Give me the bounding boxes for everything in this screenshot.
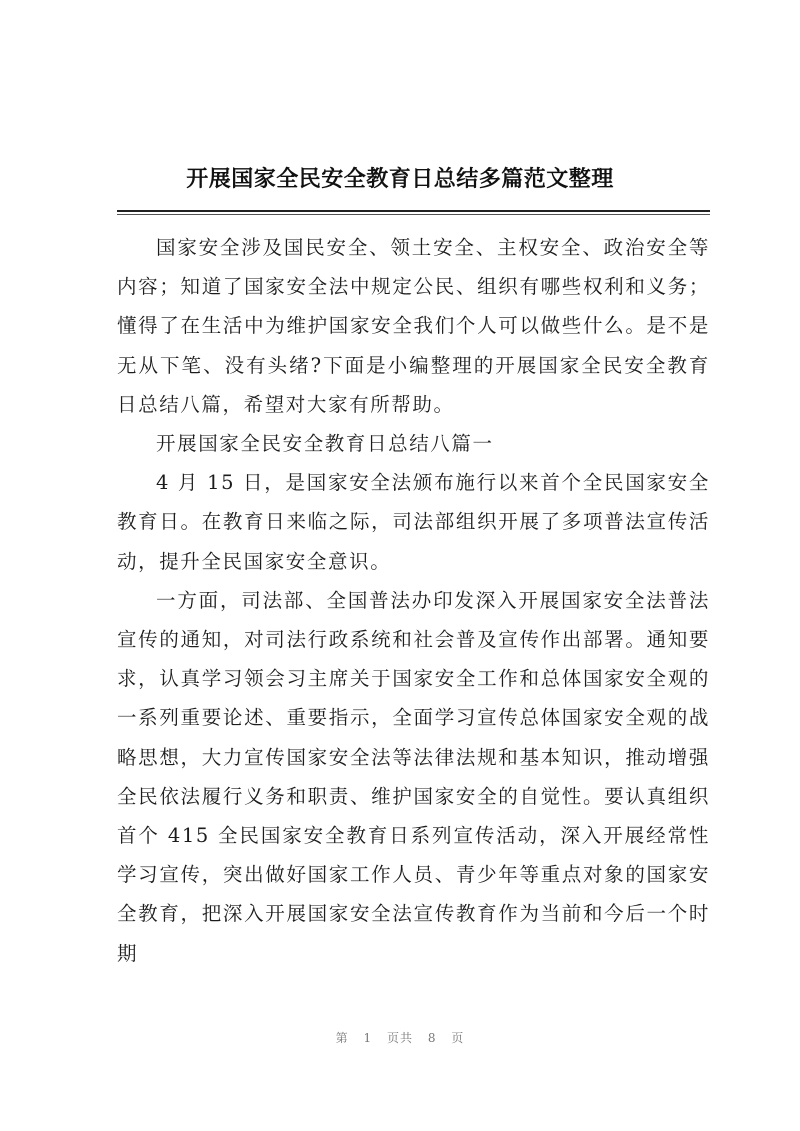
footer-prefix: 第 — [335, 1031, 349, 1045]
page-footer — [0, 1030, 800, 1046]
section-heading: 开展国家全民安全教育日总结八篇一 — [156, 432, 494, 456]
page-title: 开展国家全民安全教育日总结多篇范文整理 — [186, 167, 614, 192]
body-paragraph: 4 月 15 日，是国家安全法颁布施行以来首个全民国家安全教育日。在教育日来临之际，司法部组织开展了多项普法宣传活动，提升全民国家安全意识。 — [117, 471, 710, 573]
title-divider — [117, 210, 710, 212]
footer-total-pages: 8 — [427, 1031, 437, 1045]
title-divider-thin — [117, 214, 710, 215]
intro-paragraph: 国家安全涉及国民安全、领土安全、主权安全、政治安全等内容；知道了国家安全法中规定公民、组织有哪些权利和义务；懂得了在生活中为维护国家安全我们个人可以做些什么。是不是无从下笔、没有头绪?下面是小编整理的开展国家全民安全教育日总结八篇，希望对大家有所帮助。 — [117, 236, 710, 416]
document-body — [117, 228, 710, 973]
body-paragraph: 一方面，司法部、全国普法办印发深入开展国家安全法普法宣传的通知，对司法行政系统和社会普及宣传作出部署。通知要求，认真学习领会习主席关于国家安全工作和总体国家安全观的一系列重要论述、重要指示，全面学习宣传总体国家安全观的战略思想，大力宣传国家安全法等法律法规和基本知识，推动增强全民依法履行义务和职责、维护国家安全的自觉性。要认真组织首个 415 全民国家安全教育日系列宣传活动，深入开展经常性学习宣传，突出做好国家工作人员、青少年等重点对象的国家安全教育，把深入开展国家安全法宣传教育作为当前和今后一个时期 — [117, 588, 710, 965]
footer-suffix: 页 — [451, 1031, 465, 1045]
footer-middle: 页共 — [386, 1031, 413, 1045]
footer-current-page: 1 — [363, 1031, 373, 1045]
